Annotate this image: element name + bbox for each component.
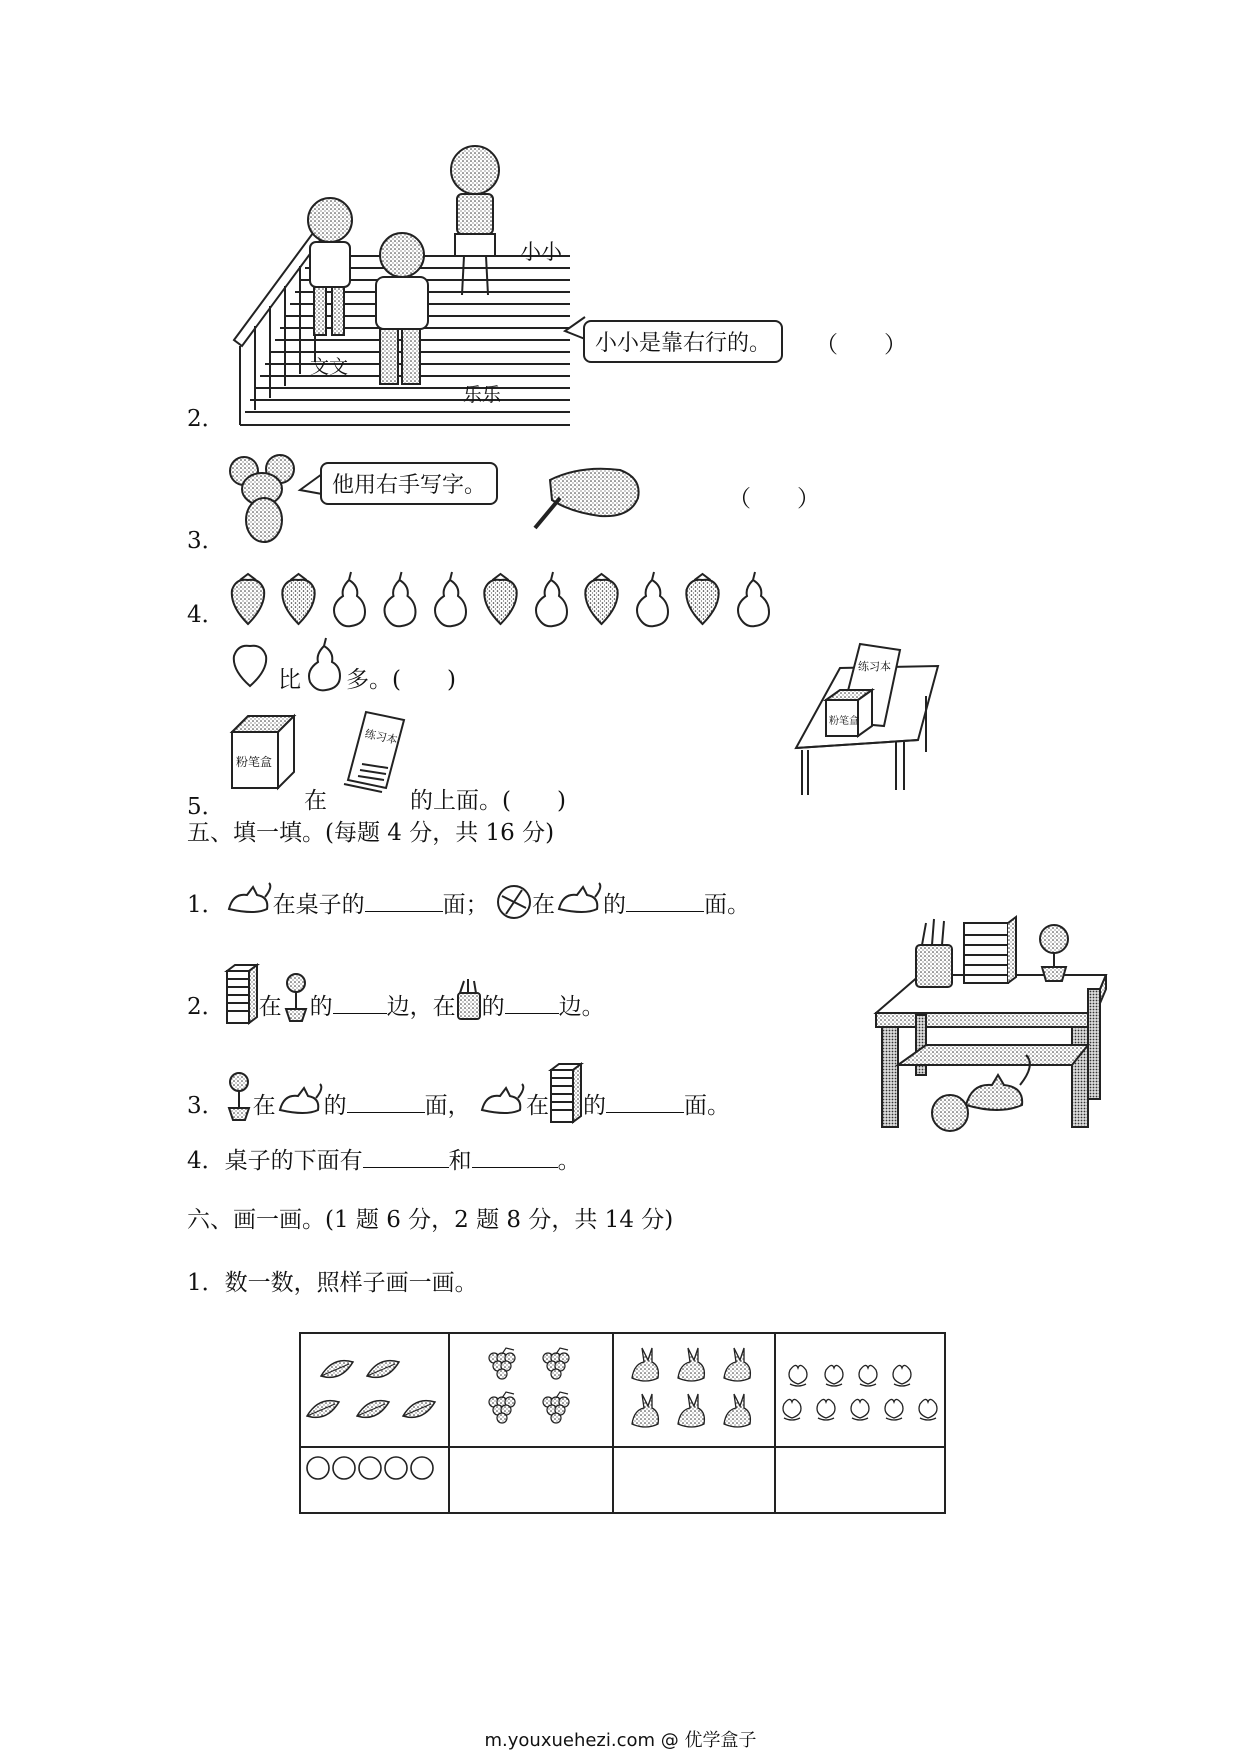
s5-q2-d: 的 (481, 994, 505, 1020)
peach-icon (859, 1365, 877, 1386)
answer-cell[interactable] (449, 1447, 613, 1513)
s5-q3-c: 面， (424, 1093, 471, 1119)
counting-table (299, 1332, 946, 1514)
section6-heading: 六、画一画。(1 题 6 分，2 题 8 分，共 14 分) (187, 1207, 674, 1233)
desk-with-box-and-book (796, 640, 941, 795)
flower-pot-icon (282, 973, 310, 1023)
label-lele: 乐乐 (463, 384, 502, 406)
section5-heading: 五、填一填。(每题 4 分，共 16 分) (187, 820, 555, 846)
rabbit-icon (632, 1348, 658, 1381)
answer-blank[interactable] (365, 889, 443, 912)
pear-icon (385, 572, 416, 626)
s5-q2-c: 边，在 (386, 994, 456, 1020)
label-wenwen: 文文 (310, 356, 349, 378)
pencil-cup-icon (456, 979, 482, 1021)
cat-icon (225, 883, 273, 917)
q4-number: 4． (187, 602, 225, 628)
s5-q4-number: 4． (187, 1148, 225, 1174)
hand-writing-icon (530, 460, 645, 530)
circle-icons (301, 1448, 448, 1488)
stairs-illustration (230, 160, 580, 430)
pear-icon (334, 572, 365, 626)
grape-icon (489, 1392, 515, 1423)
s5-q3-line (187, 1076, 730, 1138)
strawberry-icon (230, 640, 270, 690)
strawberry-icon (484, 574, 516, 624)
pear-icon (637, 572, 668, 626)
exercise-book-icon (338, 710, 408, 792)
answer-paren-q2: （ ） (815, 332, 907, 358)
scene-book-label: 练习本 (858, 660, 891, 673)
s5-q2-number: 2． (187, 994, 225, 1020)
pear-icon (435, 572, 466, 626)
s5-q3-e: 的 (582, 1093, 606, 1119)
rabbit-icon (678, 1394, 704, 1427)
ball-icon (496, 884, 532, 920)
cat-icon (478, 1084, 526, 1118)
grape-icons (450, 1334, 612, 1442)
grape-icon (489, 1348, 515, 1379)
cell-example-answer (300, 1447, 449, 1513)
peach-icon (789, 1365, 807, 1386)
circle-icon (307, 1457, 329, 1479)
s5-q1-c: 在 (531, 892, 555, 918)
cat-icon (555, 883, 603, 917)
grape-icon (543, 1392, 569, 1423)
s5-q1-number: 1． (187, 892, 225, 918)
bubble-tail-q3 (300, 470, 322, 500)
peach-icon (817, 1399, 835, 1420)
table-scene-illustration (876, 915, 1116, 1135)
leaf-icon (321, 1361, 353, 1378)
compare-bi: 比 (278, 667, 301, 693)
leaf-icon (307, 1401, 339, 1418)
rabbit-icons (614, 1334, 774, 1442)
s5-q1-line (187, 888, 750, 924)
s5-q3-a: 在 (252, 1093, 276, 1119)
cell-peaches (775, 1333, 945, 1447)
circle-icon (333, 1457, 355, 1479)
peach-icon (783, 1399, 801, 1420)
s5-q2-e: 边。 (558, 994, 605, 1020)
circle-icon (359, 1457, 381, 1479)
book-stack-icon (549, 1062, 583, 1124)
scene-box-label: 粉笔盒 (829, 716, 859, 727)
q5-number: 5． (187, 794, 225, 820)
s5-q2-a: 在 (258, 994, 282, 1020)
pear-icon (304, 636, 344, 692)
strawberry-icon (585, 574, 617, 624)
cell-leaves (300, 1333, 449, 1447)
answer-blank[interactable] (363, 1145, 449, 1168)
leaf-icon (357, 1401, 389, 1418)
peach-icon (919, 1399, 937, 1420)
q3-number: 3． (187, 528, 225, 554)
peach-icon (885, 1399, 903, 1420)
answer-blank[interactable] (347, 1090, 425, 1113)
s5-q3-f: 面。 (683, 1093, 730, 1119)
answer-blank[interactable] (333, 991, 387, 1014)
strawberry-icon (282, 574, 314, 624)
leaf-icon (403, 1401, 435, 1418)
rabbit-icon (724, 1348, 750, 1381)
peach-icon (893, 1365, 911, 1386)
s5-q3-d: 在 (525, 1093, 549, 1119)
rabbit-icon (724, 1394, 750, 1427)
rabbit-icon (632, 1394, 658, 1427)
bubble-tail-q2 (565, 313, 585, 343)
s5-q1-a: 在桌子的 (272, 892, 365, 918)
peach-icon (825, 1365, 843, 1386)
cell-rabbits (613, 1333, 775, 1447)
s5-q3-number: 3． (187, 1093, 225, 1119)
peach-icon (851, 1399, 869, 1420)
s5-q4-b: 和 (448, 1148, 472, 1174)
pear-icon (738, 572, 769, 626)
fruit-row (228, 570, 788, 630)
s5-q1-d: 的 (602, 892, 626, 918)
chalk-box-label: 粉笔盒 (236, 755, 273, 769)
table-row (300, 1333, 945, 1447)
exercise-book-label: 练习本 (363, 727, 399, 747)
s5-q2-line (187, 977, 605, 1039)
speech-bubble-q2: 小小是靠右行的。 (583, 320, 783, 363)
leaf-icon (367, 1361, 399, 1378)
section6-q1: 1．数一数，照样子画一画。 (187, 1270, 478, 1296)
s5-q2-b: 的 (309, 994, 333, 1020)
speech-bubble-q3: 他用右手写字。 (320, 462, 498, 505)
peach-icons (776, 1334, 944, 1442)
q2-number: 2． (187, 406, 225, 432)
circle-icon (385, 1457, 407, 1479)
answer-blank[interactable] (505, 991, 559, 1014)
mouse-icon (228, 455, 308, 545)
chalk-box-icon (228, 712, 298, 790)
label-xiaoxiao: 小小 (520, 240, 562, 264)
circle-icon (411, 1457, 433, 1479)
q5-zai: 在 (304, 788, 327, 814)
pear-icon (536, 572, 567, 626)
compare-duo: 多。( ) (346, 667, 456, 693)
s5-q4-c: 。 (557, 1148, 581, 1174)
s5-q4-a: 桌子的下面有 (224, 1148, 363, 1174)
flower-pot-icon (225, 1072, 253, 1122)
answer-blank[interactable] (472, 1145, 558, 1168)
footer-watermark: m.youxuehezi.com @ 优学盒子 (484, 1730, 757, 1751)
answer-cell[interactable] (613, 1447, 775, 1513)
answer-cell[interactable] (775, 1447, 945, 1513)
leaf-icons (301, 1334, 448, 1442)
answer-blank[interactable] (606, 1090, 684, 1113)
table-row (300, 1447, 945, 1513)
q5-rest: 的上面。( ) (410, 788, 566, 814)
strawberry-icon (232, 574, 264, 624)
strawberry-icon (686, 574, 718, 624)
grape-icon (543, 1348, 569, 1379)
answer-blank[interactable] (626, 889, 704, 912)
s5-q3-b: 的 (323, 1093, 347, 1119)
answer-paren-q3: （ ） (728, 486, 820, 512)
rabbit-icon (678, 1348, 704, 1381)
s5-q4-line (187, 1145, 581, 1176)
s5-q1-b: 面； (442, 892, 489, 918)
cat-icon (276, 1084, 324, 1118)
book-stack-icon (225, 963, 259, 1025)
s5-q1-e: 面。 (703, 892, 750, 918)
cell-grapes (449, 1333, 613, 1447)
